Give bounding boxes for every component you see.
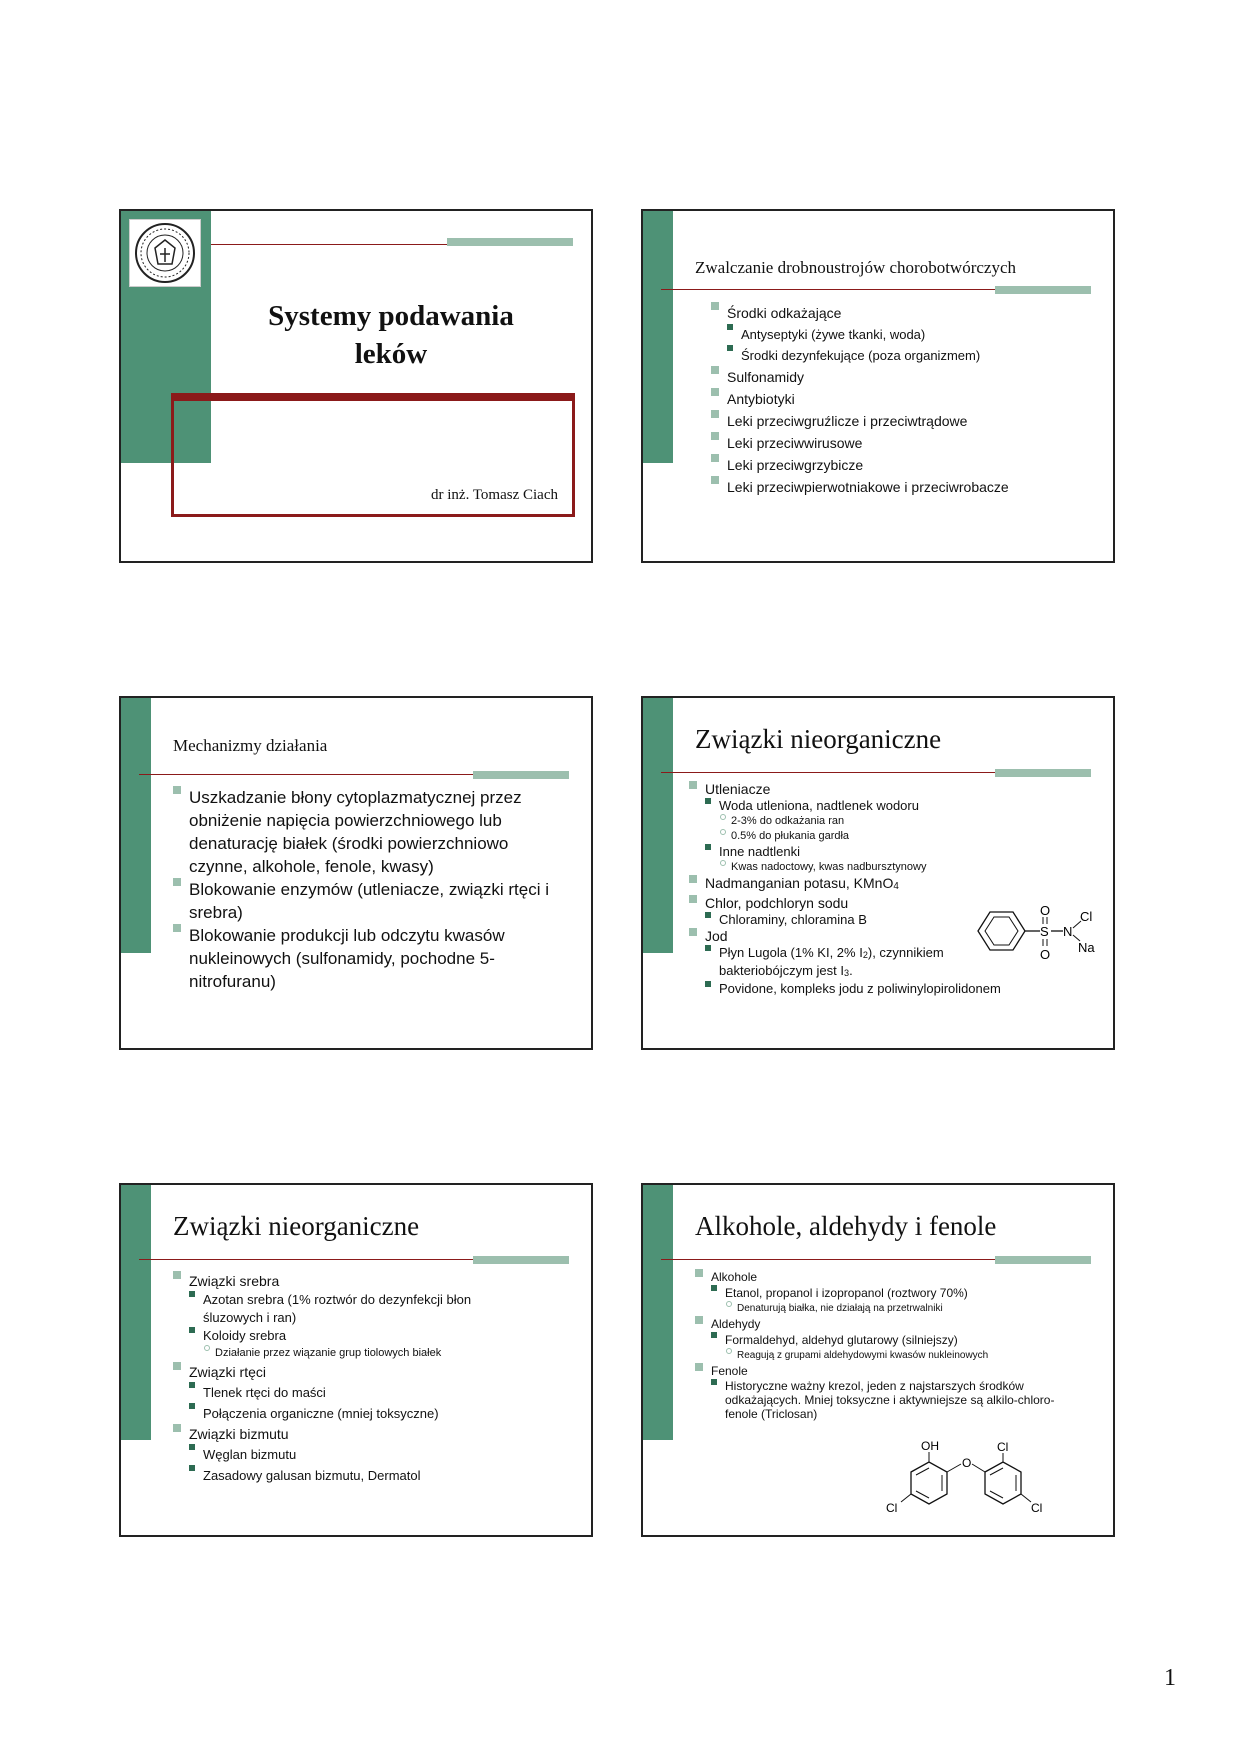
list-item: Utleniacze Woda utleniona, nadtlenek wodoru 2-3% do odkażania ran 0.5% do płukania gardła Inne nadtlenki Kwas nadoctowy, kwas nadbursztynowy	[689, 781, 1089, 875]
list-item: Formaldehyd, aldehyd glutarowy (silniejszy) Reagują z grupami aldehydowymi kwasów nukleinowych	[711, 1332, 1075, 1363]
slide-title: Związki nieorganiczne	[173, 1211, 420, 1241]
list-item: Uszkadzanie błony cytoplazmatycznej przez obniżenie napięcia powierzchniowego lub denaturację białek (środki powierzchniowo czynne, alkohole, fenole, kwasy)	[173, 786, 565, 878]
list-item: 2-3% do odkażania ran	[719, 814, 1089, 829]
list-item: Antyseptyki (żywe tkanki, woda)	[727, 324, 1101, 345]
list-item: Tlenek rtęci do maści	[189, 1382, 533, 1403]
cl-right-label: Cl	[1031, 1501, 1043, 1515]
university-seal-logo	[129, 219, 201, 287]
slide-title: Alkohole, aldehydy i fenole	[695, 1211, 997, 1241]
list-item: Kwas nadoctowy, kwas nadbursztynowy	[719, 860, 1089, 875]
o-bottom-label: O	[1040, 947, 1051, 962]
list-item: Leki przeciwwirusowe	[711, 432, 1101, 454]
list-item: Środki odkażające Antyseptyki (żywe tkanki, woda) Środki dezynfekujące (poza organizmem)	[711, 302, 1101, 366]
list-item: Antybiotyki	[711, 388, 1101, 410]
chloramine-b-structure	[973, 904, 1103, 964]
slide-6	[641, 1183, 1115, 1537]
slide-5	[119, 1183, 593, 1537]
slide-accent-bar	[121, 1185, 151, 1440]
list-item: Związki rtęci Tlenek rtęci do maści Połączenia organiczne (mniej toksyczne)	[173, 1362, 533, 1424]
cl-label: Cl	[1080, 909, 1093, 924]
slide-3	[119, 696, 593, 1050]
list-item: Woda utleniona, nadtlenek wodoru 2-3% do odkażania ran 0.5% do płukania gardła	[705, 798, 1089, 844]
triclosan-structure	[881, 1440, 1061, 1530]
title-line-1: Systemy podawania	[268, 300, 514, 332]
list-item: Jod Płyn Lugola (1% KI, 2% $I_2$), czynnikiem bakteriobójczym jest $I_3$. Povidone, kompleks jodu z poliwinylopirolidonem	[689, 928, 1089, 996]
slide-accent-bar	[643, 698, 673, 953]
n-label: N	[1063, 924, 1073, 939]
slide-title: Zwalczanie drobnoustrojów chorobotwórczych	[695, 258, 1016, 277]
accent-strip	[473, 771, 569, 779]
cl-top-label: Cl	[997, 1440, 1009, 1454]
accent-strip	[447, 238, 573, 246]
o-top-label: O	[1040, 904, 1051, 918]
bullet-list	[695, 1269, 1075, 1421]
list-item: Koloidy srebra Działanie przez wiązanie grup tiolowych białek	[189, 1327, 533, 1362]
accent-strip	[995, 286, 1091, 294]
bullet-list	[711, 302, 1101, 498]
subtitle-box	[171, 393, 575, 517]
list-item: Chloraminy, chloramina B	[705, 912, 1089, 928]
slide-4	[641, 696, 1115, 1050]
page-number: 1	[1164, 1665, 1176, 1691]
list-item: Sulfonamidy	[711, 366, 1101, 388]
slide-title: Mechanizmy działania	[173, 736, 328, 755]
list-item: Węglan bizmutu	[189, 1444, 533, 1465]
list-item: Blokowanie enzymów (utleniacze, związki rtęci i srebra)	[173, 878, 565, 924]
o-label: O	[962, 1456, 972, 1470]
author: dr inż. Tomasz Ciach	[431, 487, 558, 503]
accent-strip	[473, 1256, 569, 1264]
list-item: Związki bizmutu Węglan bizmutu Zasadowy galusan bizmutu, Dermatol	[173, 1424, 533, 1486]
bullet-list	[173, 1271, 533, 1486]
list-item: Historyczne ważny krezol, jeden z najstarszych środków odkażających. Mniej toksyczne i aktywniejsze są alkilo-chloro- fenole (Triclosan)	[711, 1379, 1065, 1421]
slide-2	[641, 209, 1115, 563]
accent-strip	[995, 1256, 1091, 1264]
list-item: Związki srebra Azotan srebra (1% roztwór do dezynfekcji błon śluzowych i ran) Koloidy srebra Działanie przez wiązanie grup tiolowych białek	[173, 1271, 533, 1362]
slide-title	[221, 297, 561, 373]
slide-accent-bar	[643, 211, 673, 463]
na-label: Na	[1078, 940, 1095, 955]
list-item: Povidone, kompleks jodu z poliwinylopirolidonem	[705, 981, 1089, 996]
list-item: Blokowanie produkcji lub odczytu kwasów nukleinowych (sulfonamidy, pochodne 5-nitrofuranu)	[173, 924, 565, 993]
list-item: Etanol, propanol i izopropanol (roztwory 70%) Denaturują białka, nie działają na przetrwalniki	[711, 1285, 1075, 1316]
list-item: Leki przeciwgruźlicze i przeciwtrądowe	[711, 410, 1101, 432]
list-item: Środki dezynfekujące (poza organizmem)	[727, 345, 1101, 366]
s-label: S	[1040, 924, 1049, 939]
list-item: Płyn Lugola (1% KI, 2% $I_2$), czynnikiem bakteriobójczym jest $I_3$.	[705, 945, 979, 981]
list-item: Azotan srebra (1% roztwór do dezynfekcji błon śluzowych i ran)	[189, 1291, 503, 1327]
list-item: Aldehydy Formaldehyd, aldehyd glutarowy (silniejszy) Reagują z grupami aldehydowymi kwasów nukleinowych	[695, 1316, 1075, 1363]
list-item: Denaturują białka, nie działają na przetrwalniki	[725, 1301, 1075, 1316]
accent-strip	[995, 769, 1091, 777]
list-item: Zasadowy galusan bizmutu, Dermatol	[189, 1465, 533, 1486]
list-item: 0.5% do płukania gardła	[719, 829, 1089, 844]
oh-label: OH	[921, 1440, 939, 1453]
title-line-2: leków	[354, 338, 428, 370]
list-item: Inne nadtlenki Kwas nadoctowy, kwas nadbursztynowy	[705, 844, 1089, 875]
slide-accent-bar	[643, 1185, 673, 1440]
list-item: Leki przeciwgrzybicze	[711, 454, 1101, 476]
cl-left-label: Cl	[886, 1501, 898, 1515]
list-item: Połączenia organiczne (mniej toksyczne)	[189, 1403, 533, 1424]
list-item: Nadmanganian potasu, KMnO$_4$	[689, 875, 1089, 895]
list-item: Chlor, podchloryn sodu Chloraminy, chloramina B	[689, 895, 1089, 928]
slide-accent-bar	[121, 698, 151, 953]
bullet-list	[173, 786, 565, 993]
list-item: Reagują z grupami aldehydowymi kwasów nukleinowych	[725, 1348, 1075, 1363]
list-item: Alkohole Etanol, propanol i izopropanol (roztwory 70%) Denaturują białka, nie działają na przetrwalniki	[695, 1269, 1075, 1316]
list-item: Fenole Historyczne ważny krezol, jeden z najstarszych środków odkażających. Mniej toksyczne i aktywniejsze są alkilo-chloro- fenole (Triclosan)	[695, 1363, 1075, 1421]
list-item: Leki przeciwpierwotniakowe i przeciwrobacze	[711, 476, 1101, 498]
slide-title: Związki nieorganiczne	[695, 724, 942, 754]
list-item: Działanie przez wiązanie grup tiolowych białek	[203, 1345, 533, 1362]
slide-1	[119, 209, 593, 563]
